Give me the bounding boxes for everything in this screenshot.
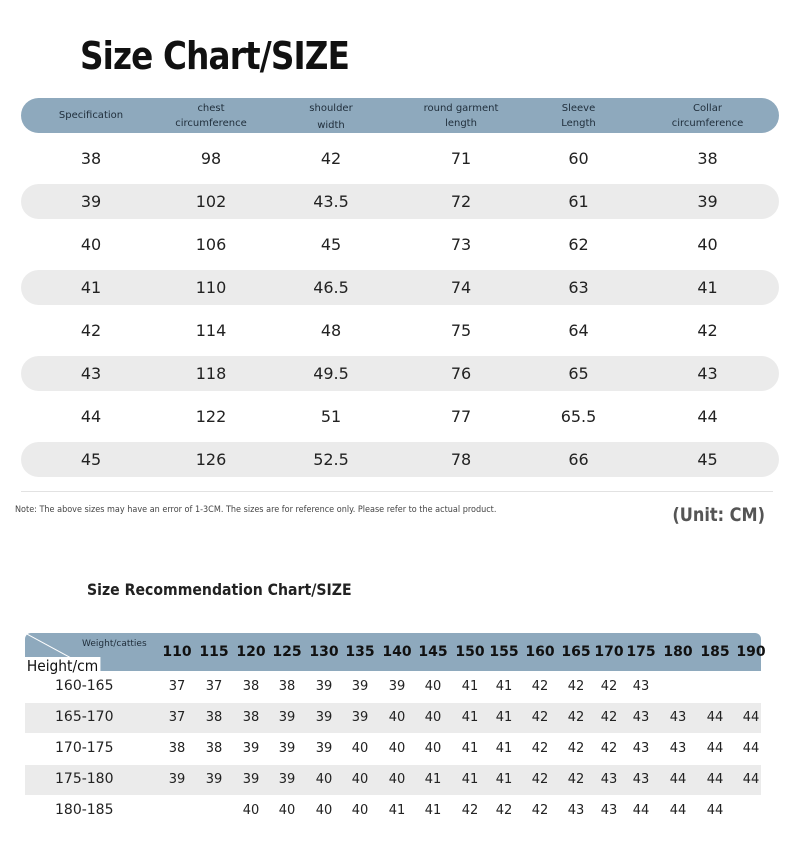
table-cell: 74 bbox=[450, 278, 472, 297]
size-cell: 41 bbox=[388, 803, 406, 818]
table-cell: 40 bbox=[80, 235, 102, 254]
unit-label: (Unit: CM) bbox=[672, 504, 765, 526]
size-cell: 42 bbox=[567, 772, 585, 787]
size-cell: 43 bbox=[632, 772, 650, 787]
size-cell: 37 bbox=[205, 679, 223, 694]
size-cell: 43 bbox=[632, 710, 650, 725]
weight-column-header: 160 bbox=[525, 644, 555, 660]
size-cell: 38 bbox=[205, 710, 223, 725]
table-row bbox=[21, 227, 779, 262]
size-cell: 43 bbox=[600, 772, 618, 787]
table-cell: 43 bbox=[697, 364, 718, 383]
table-cell: 44 bbox=[697, 407, 718, 426]
size-cell: 44 bbox=[742, 741, 760, 756]
size-cell: 40 bbox=[351, 741, 369, 756]
header-shoulder-width: shoulder width bbox=[309, 102, 353, 131]
size-cell: 42 bbox=[531, 772, 549, 787]
table-cell: 39 bbox=[697, 192, 718, 211]
size-chart-table bbox=[21, 98, 779, 477]
size-cell: 41 bbox=[424, 772, 442, 787]
weight-column-header: 155 bbox=[489, 644, 519, 660]
weight-column-header: 110 bbox=[162, 644, 192, 660]
table-cell: 76 bbox=[450, 364, 472, 383]
height-axis-label: Height/cm bbox=[26, 657, 99, 675]
size-cell: 42 bbox=[461, 803, 479, 818]
size-cell: 42 bbox=[600, 679, 618, 694]
header-collar-circumference: Collar circumference bbox=[671, 102, 744, 129]
size-cell: 44 bbox=[742, 772, 760, 787]
size-cell: 44 bbox=[669, 803, 687, 818]
table-cell: 75 bbox=[450, 321, 472, 340]
header-chest-circumference: chest circumference bbox=[175, 102, 247, 129]
table-cell: 66 bbox=[568, 450, 589, 469]
table-cell: 60 bbox=[568, 149, 589, 168]
size-cell: 41 bbox=[461, 772, 479, 787]
size-cell: 40 bbox=[424, 679, 442, 694]
size-cell: 42 bbox=[567, 741, 585, 756]
recommendation-title: Size Recommendation Chart/SIZE bbox=[87, 580, 352, 599]
size-recommendation-table bbox=[25, 633, 766, 826]
table-cell: 126 bbox=[195, 450, 227, 469]
weight-column-header: 165 bbox=[561, 644, 591, 660]
table-cell: 45 bbox=[80, 450, 102, 469]
table-row bbox=[25, 672, 761, 702]
table-cell: 51 bbox=[320, 407, 342, 426]
size-cell: 41 bbox=[495, 710, 513, 725]
height-range-label: 160-165 bbox=[55, 678, 114, 694]
table-cell: 52.5 bbox=[313, 450, 349, 469]
table-cell: 114 bbox=[195, 321, 227, 340]
size-cell: 39 bbox=[278, 772, 296, 787]
table-cell: 71 bbox=[450, 149, 472, 168]
table-cell: 73 bbox=[450, 235, 472, 254]
size-cell: 43 bbox=[669, 741, 687, 756]
size-cell: 42 bbox=[567, 710, 585, 725]
weight-column-header: 145 bbox=[418, 644, 448, 660]
table-cell: 65.5 bbox=[560, 407, 597, 426]
size-cell: 41 bbox=[495, 741, 513, 756]
table-cell: 38 bbox=[697, 149, 718, 168]
table-row bbox=[21, 270, 779, 305]
height-range-label: 165-170 bbox=[55, 709, 114, 725]
height-range-label: 180-185 bbox=[55, 802, 114, 818]
height-range-label: 170-175 bbox=[55, 740, 114, 756]
size-cell: 39 bbox=[205, 772, 223, 787]
divider bbox=[21, 491, 773, 492]
weight-column-header: 170 bbox=[594, 644, 624, 660]
size-cell: 42 bbox=[495, 803, 513, 818]
weight-column-header: 150 bbox=[455, 644, 485, 660]
size-cell: 38 bbox=[242, 710, 260, 725]
size-cell: 40 bbox=[242, 803, 260, 818]
size-cell: 40 bbox=[351, 803, 369, 818]
size-cell: 40 bbox=[315, 803, 333, 818]
size-cell: 41 bbox=[461, 679, 479, 694]
table-cell: 43 bbox=[80, 364, 102, 383]
size-cell: 43 bbox=[567, 803, 585, 818]
table-cell: 62 bbox=[568, 235, 589, 254]
weight-column-header: 125 bbox=[272, 644, 302, 660]
recommendation-header bbox=[25, 633, 766, 675]
size-cell: 40 bbox=[424, 710, 442, 725]
page-title: Size Chart/SIZE bbox=[80, 34, 350, 78]
table-row bbox=[21, 141, 779, 176]
size-cell: 39 bbox=[351, 679, 369, 694]
size-cell: 39 bbox=[168, 772, 186, 787]
size-cell: 37 bbox=[168, 679, 186, 694]
weight-column-header: 185 bbox=[700, 644, 730, 660]
table-row bbox=[21, 313, 779, 348]
size-cell: 44 bbox=[706, 803, 724, 818]
size-cell: 43 bbox=[600, 803, 618, 818]
size-cell: 39 bbox=[278, 710, 296, 725]
size-cell: 44 bbox=[706, 741, 724, 756]
table-cell: 98 bbox=[200, 149, 222, 168]
size-cell: 44 bbox=[669, 772, 687, 787]
size-cell: 43 bbox=[632, 741, 650, 756]
table-cell: 38 bbox=[80, 149, 102, 168]
size-cell: 42 bbox=[531, 710, 549, 725]
table-cell: 45 bbox=[697, 450, 718, 469]
size-chart-header bbox=[21, 98, 779, 133]
size-cell: 39 bbox=[315, 679, 333, 694]
size-cell: 41 bbox=[495, 679, 513, 694]
weight-axis-label: Weight/catties bbox=[82, 639, 147, 649]
table-cell: 46.5 bbox=[313, 278, 349, 297]
size-cell: 37 bbox=[168, 710, 186, 725]
weight-column-header: 120 bbox=[236, 644, 266, 660]
size-cell: 42 bbox=[567, 679, 585, 694]
size-cell: 40 bbox=[424, 741, 442, 756]
size-cell: 39 bbox=[242, 772, 260, 787]
size-cell: 42 bbox=[600, 710, 618, 725]
size-cell: 44 bbox=[706, 710, 724, 725]
size-cell: 41 bbox=[461, 710, 479, 725]
size-cell: 40 bbox=[278, 803, 296, 818]
table-cell: 77 bbox=[450, 407, 472, 426]
table-cell: 78 bbox=[450, 450, 472, 469]
table-cell: 42 bbox=[697, 321, 718, 340]
weight-column-header: 130 bbox=[309, 644, 339, 660]
table-cell: 118 bbox=[195, 364, 227, 383]
size-cell: 40 bbox=[351, 772, 369, 787]
table-cell: 42 bbox=[80, 321, 102, 340]
size-cell: 40 bbox=[388, 772, 406, 787]
weight-column-header: 115 bbox=[199, 644, 229, 660]
size-cell: 42 bbox=[531, 741, 549, 756]
table-cell: 106 bbox=[195, 235, 227, 254]
size-cell: 42 bbox=[531, 803, 549, 818]
size-cell: 41 bbox=[495, 772, 513, 787]
header-garment-length: round garment length bbox=[423, 102, 499, 129]
size-cell: 38 bbox=[278, 679, 296, 694]
size-cell: 40 bbox=[315, 772, 333, 787]
size-cell: 40 bbox=[388, 710, 406, 725]
table-cell: 45 bbox=[320, 235, 342, 254]
table-cell: 65 bbox=[568, 364, 589, 383]
size-cell: 43 bbox=[632, 679, 650, 694]
size-cell: 40 bbox=[388, 741, 406, 756]
size-cell: 43 bbox=[669, 710, 687, 725]
table-row bbox=[25, 796, 761, 826]
table-cell: 102 bbox=[195, 192, 227, 211]
table-cell: 40 bbox=[697, 235, 718, 254]
weight-column-header: 190 bbox=[736, 644, 766, 660]
size-cell: 39 bbox=[388, 679, 406, 694]
table-cell: 43.5 bbox=[313, 192, 349, 211]
table-row bbox=[21, 184, 779, 219]
table-row bbox=[21, 442, 779, 477]
size-cell: 44 bbox=[632, 803, 650, 818]
size-cell: 44 bbox=[742, 710, 760, 725]
table-cell: 42 bbox=[320, 149, 342, 168]
table-cell: 122 bbox=[195, 407, 227, 426]
table-row bbox=[25, 703, 761, 733]
table-cell: 72 bbox=[450, 192, 472, 211]
table-cell: 63 bbox=[568, 278, 589, 297]
weight-column-header: 135 bbox=[345, 644, 375, 660]
size-cell: 39 bbox=[278, 741, 296, 756]
size-cell: 39 bbox=[242, 741, 260, 756]
table-cell: 49.5 bbox=[313, 364, 349, 383]
size-cell: 41 bbox=[424, 803, 442, 818]
table-row bbox=[25, 765, 761, 795]
header-sleeve-length: Sleeve Length bbox=[561, 102, 596, 129]
weight-column-header: 140 bbox=[382, 644, 412, 660]
table-row bbox=[25, 734, 761, 764]
size-cell: 38 bbox=[168, 741, 186, 756]
size-cell: 39 bbox=[351, 710, 369, 725]
size-cell: 41 bbox=[461, 741, 479, 756]
size-cell: 42 bbox=[531, 679, 549, 694]
height-range-label: 175-180 bbox=[55, 771, 114, 787]
table-cell: 44 bbox=[80, 407, 102, 426]
table-row bbox=[21, 399, 779, 434]
table-cell: 64 bbox=[568, 321, 589, 340]
table-cell: 110 bbox=[195, 278, 227, 297]
table-cell: 39 bbox=[80, 192, 102, 211]
table-cell: 41 bbox=[80, 278, 102, 297]
size-cell: 38 bbox=[205, 741, 223, 756]
size-cell: 42 bbox=[600, 741, 618, 756]
table-cell: 41 bbox=[697, 278, 718, 297]
table-cell: 61 bbox=[568, 192, 589, 211]
table-cell: 48 bbox=[320, 321, 342, 340]
table-row bbox=[21, 356, 779, 391]
header-specification: Specification bbox=[58, 110, 124, 121]
weight-column-header: 180 bbox=[663, 644, 693, 660]
size-cell: 39 bbox=[315, 710, 333, 725]
weight-column-header: 175 bbox=[626, 644, 656, 660]
size-cell: 38 bbox=[242, 679, 260, 694]
size-cell: 44 bbox=[706, 772, 724, 787]
size-cell: 39 bbox=[315, 741, 333, 756]
size-note: Note: The above sizes may have an error of 1-3CM. The sizes are for reference only. Please refer to the actual product. bbox=[15, 505, 497, 515]
